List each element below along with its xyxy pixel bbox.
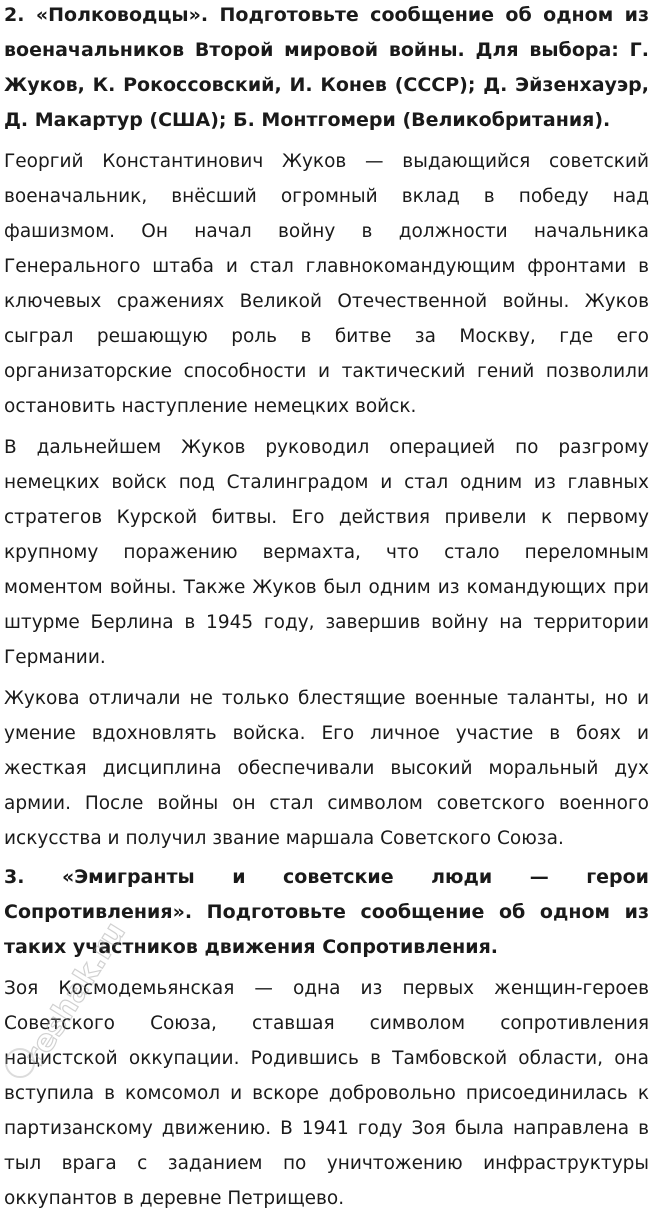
task-2-heading: 2. «Полководцы». Подготовьте сообщение об одном из военачальников Второй мировой войны. Для выбора: Г. Жуков, К. Рокоссовский, И. Конев (СССР); Д. Эйзенхауэр, Д. Макартур (США); Б. Монтгомери (Великобритания). — [4, 4, 649, 131]
answer-paragraph: В дальнейшем Жуков руководил операцией по разгрому немецких войск под Сталинградом и стал одним из главных стратегов Курской битвы. Его действия привели к первому крупному поражению вермахта, что стало переломным моментом войны. Также Жуков был одним из командующих при штурме Берлина в 1945 году, завершив войну на территории Германии. — [4, 437, 649, 668]
watermark-text: reshak.ru — [17, 916, 133, 1073]
answer-paragraph: Жукова отличали не только блестящие военные таланты, но и умение вдохновлять войска. Его личное участие в боях и жесткая дисциплина обеспечивали высокий моральный дух армии. После войны он стал символом советского военного искусства и получил звание маршала Советского Союза. — [4, 688, 649, 849]
answer-paragraph: Зоя Космодемьянская — одна из первых женщин-героев Советского Союза, ставшая символом сопротивления нацистской оккупации. Родившись в Тамбовской области, она вступила в комсомол и вскоре добровольно присоединилась к партизанскому движению. В 1941 году Зоя была направлена в тыл врага с заданием по уничтожению инфраструктуры оккупантов в деревне Петрищево. — [4, 978, 649, 1209]
task-3-heading: 3. «Эмигранты и советские люди — герои Сопротивления». Подготовьте сообщение об одном из таких участников движения Сопротивления. — [4, 866, 649, 958]
answer-paragraph: Георгий Константинович Жуков — выдающийся советский военачальник, внёсший огромный вклад в победу над фашизмом. Он начал войну в должности начальника Генерального штаба и стал главнокомандующим фронтами в ключевых сражениях Великой Отечественной войны. Жуков сыграл решающую роль в битве за Москву, где его организаторские способности и тактический гений позволили остановить наступление немецких войск. — [4, 151, 649, 417]
